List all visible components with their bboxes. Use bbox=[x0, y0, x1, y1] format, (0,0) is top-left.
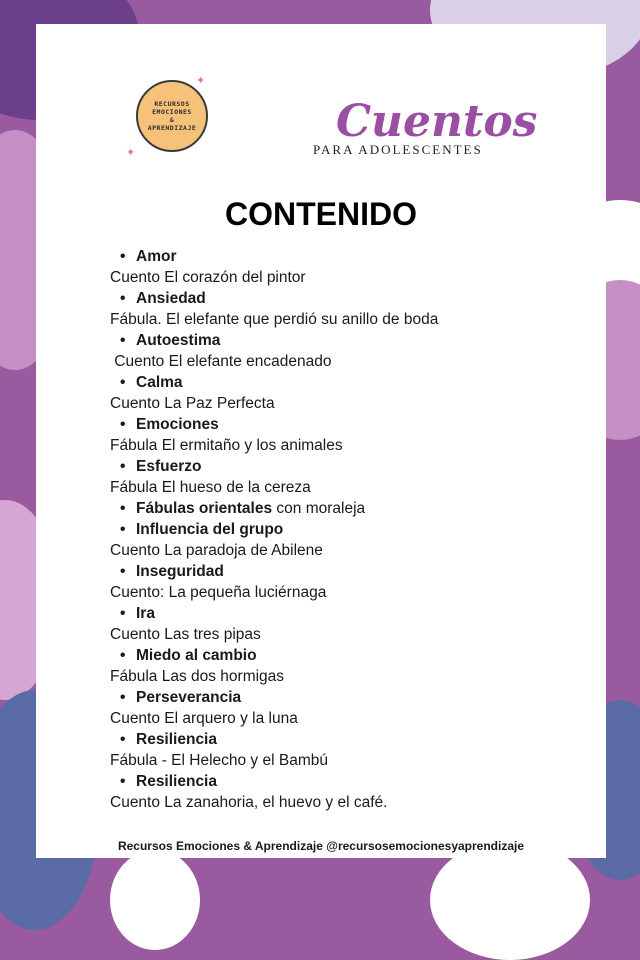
category-item: • Autoestima bbox=[120, 332, 221, 349]
story-title: Fábula. El elefante que perdió su anillo de boda bbox=[110, 311, 439, 328]
category-suffix: con moraleja bbox=[272, 500, 366, 517]
bullet-icon: • bbox=[120, 563, 126, 580]
bullet-icon: • bbox=[120, 290, 126, 307]
bullet-icon: • bbox=[120, 605, 126, 622]
brand-logo bbox=[136, 80, 208, 152]
category-item: • Esfuerzo bbox=[120, 458, 202, 475]
bullet-icon: • bbox=[120, 332, 126, 349]
page-title: Cuentos bbox=[336, 96, 538, 147]
background-blob bbox=[430, 840, 590, 960]
category-item: • Ansiedad bbox=[120, 290, 206, 307]
story-title: Cuento La zanahoria, el huevo y el café. bbox=[110, 794, 388, 811]
story-title: Cuento El corazón del pintor bbox=[110, 269, 306, 286]
bullet-icon: • bbox=[120, 731, 126, 748]
category-item: • Amor bbox=[120, 248, 177, 265]
background-blob bbox=[110, 850, 200, 950]
story-title: Cuento La Paz Perfecta bbox=[110, 395, 275, 412]
bullet-icon: • bbox=[120, 458, 126, 475]
bullet-icon: • bbox=[120, 521, 126, 538]
story-title: Fábula El ermitaño y los animales bbox=[110, 437, 343, 454]
category-item: • Ira bbox=[120, 605, 155, 622]
bullet-icon: • bbox=[120, 374, 126, 391]
bullet-icon: • bbox=[120, 500, 126, 517]
category-item: • Emociones bbox=[120, 416, 219, 433]
logo-text: RECURSOS EMOCIONES & APRENDIZAJE bbox=[147, 100, 197, 132]
bullet-icon: • bbox=[120, 689, 126, 706]
bullet-icon: • bbox=[120, 416, 126, 433]
sparkle-icon: ✦ bbox=[196, 75, 206, 87]
story-title: Fábula - El Helecho y el Bambú bbox=[110, 752, 328, 769]
category-item: • Resiliencia bbox=[120, 731, 217, 748]
story-title: Cuento: La pequeña luciérnaga bbox=[110, 584, 327, 601]
category-item: • Inseguridad bbox=[120, 563, 224, 580]
category-item: • Miedo al cambio bbox=[120, 647, 257, 664]
category-item: • Calma bbox=[120, 374, 183, 391]
sparkle-icon: ✦ bbox=[126, 147, 136, 159]
category-item: • Fábulas orientales con moraleja bbox=[120, 500, 366, 517]
story-title: Cuento El arquero y la luna bbox=[110, 710, 298, 727]
bullet-icon: • bbox=[120, 248, 126, 265]
bullet-icon: • bbox=[120, 773, 126, 790]
story-title: Fábula El hueso de la cereza bbox=[110, 479, 311, 496]
document-page bbox=[36, 24, 606, 858]
page-subtitle: PARA ADOLESCENTES bbox=[313, 142, 483, 157]
category-item: • Perseverancia bbox=[120, 689, 242, 706]
contents-list bbox=[110, 246, 590, 813]
story-title: Cuento El elefante encadenado bbox=[110, 353, 332, 370]
category-item: • Resiliencia bbox=[120, 773, 217, 790]
story-title: Fábula Las dos hormigas bbox=[110, 668, 285, 685]
footer-credit: Recursos Emociones & Aprendizaje @recursosemocionesyaprendizaje bbox=[117, 839, 525, 853]
bullet-icon: • bbox=[120, 647, 126, 664]
story-title: Cuento La paradoja de Abilene bbox=[110, 542, 323, 559]
category-item: • Influencia del grupo bbox=[120, 521, 284, 538]
contents-heading: CONTENIDO bbox=[225, 196, 417, 232]
story-title: Cuento Las tres pipas bbox=[110, 626, 261, 643]
